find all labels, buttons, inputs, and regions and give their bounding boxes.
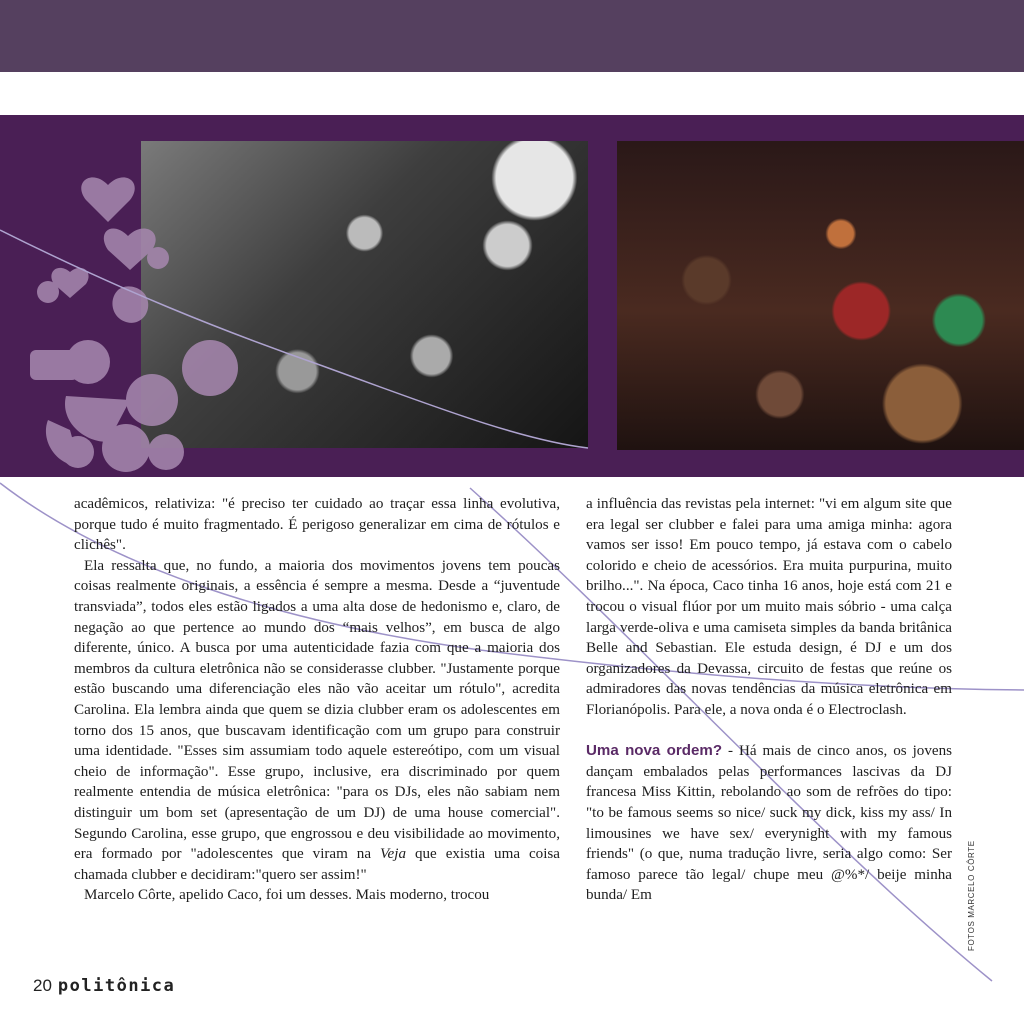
paragraph-text: - Há mais de cinco anos, os jovens dançam embalados pelas performances lascivas da DJ francesa Miss Kittin, rebolando ao som de refrões do tipo: "to be famous seems so nice/ suck my dick, kiss my ass/ In limousines we have sex/ everynight with my famous friends" (o que, numa tradução livre, seria algo como: Ser famoso parece tão legal/ chupe meu @%*/ beije minha bunda/ Em <box>586 743 952 904</box>
left-text-column <box>74 494 560 906</box>
dj-crowd-photo <box>141 141 588 448</box>
header-band <box>0 0 1024 72</box>
page-number: 20 <box>33 976 52 995</box>
paragraph <box>586 741 952 906</box>
paragraph-text: Ela ressalta que, no fundo, a maioria dos movimentos jovens tem poucas coisas realmente originais, a essência é sempre a mesma. Desde a “juventude transviada”, todos eles estão ligados a uma alta dose de hedonismo e, claro, de negação ao que pertence ao mundo dos “mais velhos”, em busca de algo diferente, único. A busca por uma autenticidade fazia com que a maioria dos membros da cultura eletrônica não se considerasse clubber. "Justamente porque estão buscando uma diferenciação eles não vão aceitar um rótulo", acredita Carolina. Ela lembra ainda que quem se dizia clubber eram os adolescentes em torno dos 15 anos, que buscavam identificação com um grupo para construir uma identidade. "Esses sim assumiam todo aquele estereótipo, com um visual cheio de informação". Esse grupo, inclusive, era discriminado por quem realmente entendia de música eletrônica: "para os DJs, eles não sabiam nem distinguir um bom set (apresentação de um DJ) de uma house comercial". Segundo Carolina, esse grupo, que engrossou e deu visibilidade ao movimento, era formado por "adolescentes que viram na <box>74 557 560 863</box>
paragraph: a influência das revistas pela internet: "vi em algum site que era legal ser clubber e falei para uma amiga minha: agora vamos ser isso! Em pouco tempo, já estava com o cabelo colorido e cheio de acessórios. Era muita purpurina, muito brilho...". Na época, Caco tinha 16 anos, hoje está com 21 e trocou o visual flúor por um muito mais sóbrio - uma calça larga verde-oliva e uma camiseta simples da banda britânica Belle and Sebastian. Ele estuda design, é DJ e um dos organizadores da Devassa, circuito de festas que reúne os admiradores das novas tendências da música eletrônica em Florianópolis. Para ele, a nova onda é o Electroclash. <box>586 496 952 718</box>
paragraph <box>74 556 560 886</box>
right-text-column <box>586 494 952 906</box>
section-subhead: Uma nova ordem? <box>586 742 723 760</box>
paragraph-text-end: que existia uma coisa chamada clubber e decidiram:"quero ser assim!" <box>74 846 560 883</box>
photo-credit: FOTOS MARCELO CÔRTE <box>967 840 976 951</box>
dance-crowd-photo <box>617 141 1024 450</box>
paragraph: acadêmicos, relativiza: "é preciso ter cuidado ao traçar essa linha evolutiva, porque tudo é muito fragmentado. É perigoso generalizar em cima de rótulos e clichês". <box>74 496 560 554</box>
magazine-name-italic: Veja <box>380 846 406 863</box>
page-footer <box>33 976 175 996</box>
magazine-logo: politônica <box>57 976 176 996</box>
paragraph: Marcelo Côrte, apelido Caco, foi um desses. Mais moderno, trocou <box>84 887 490 904</box>
